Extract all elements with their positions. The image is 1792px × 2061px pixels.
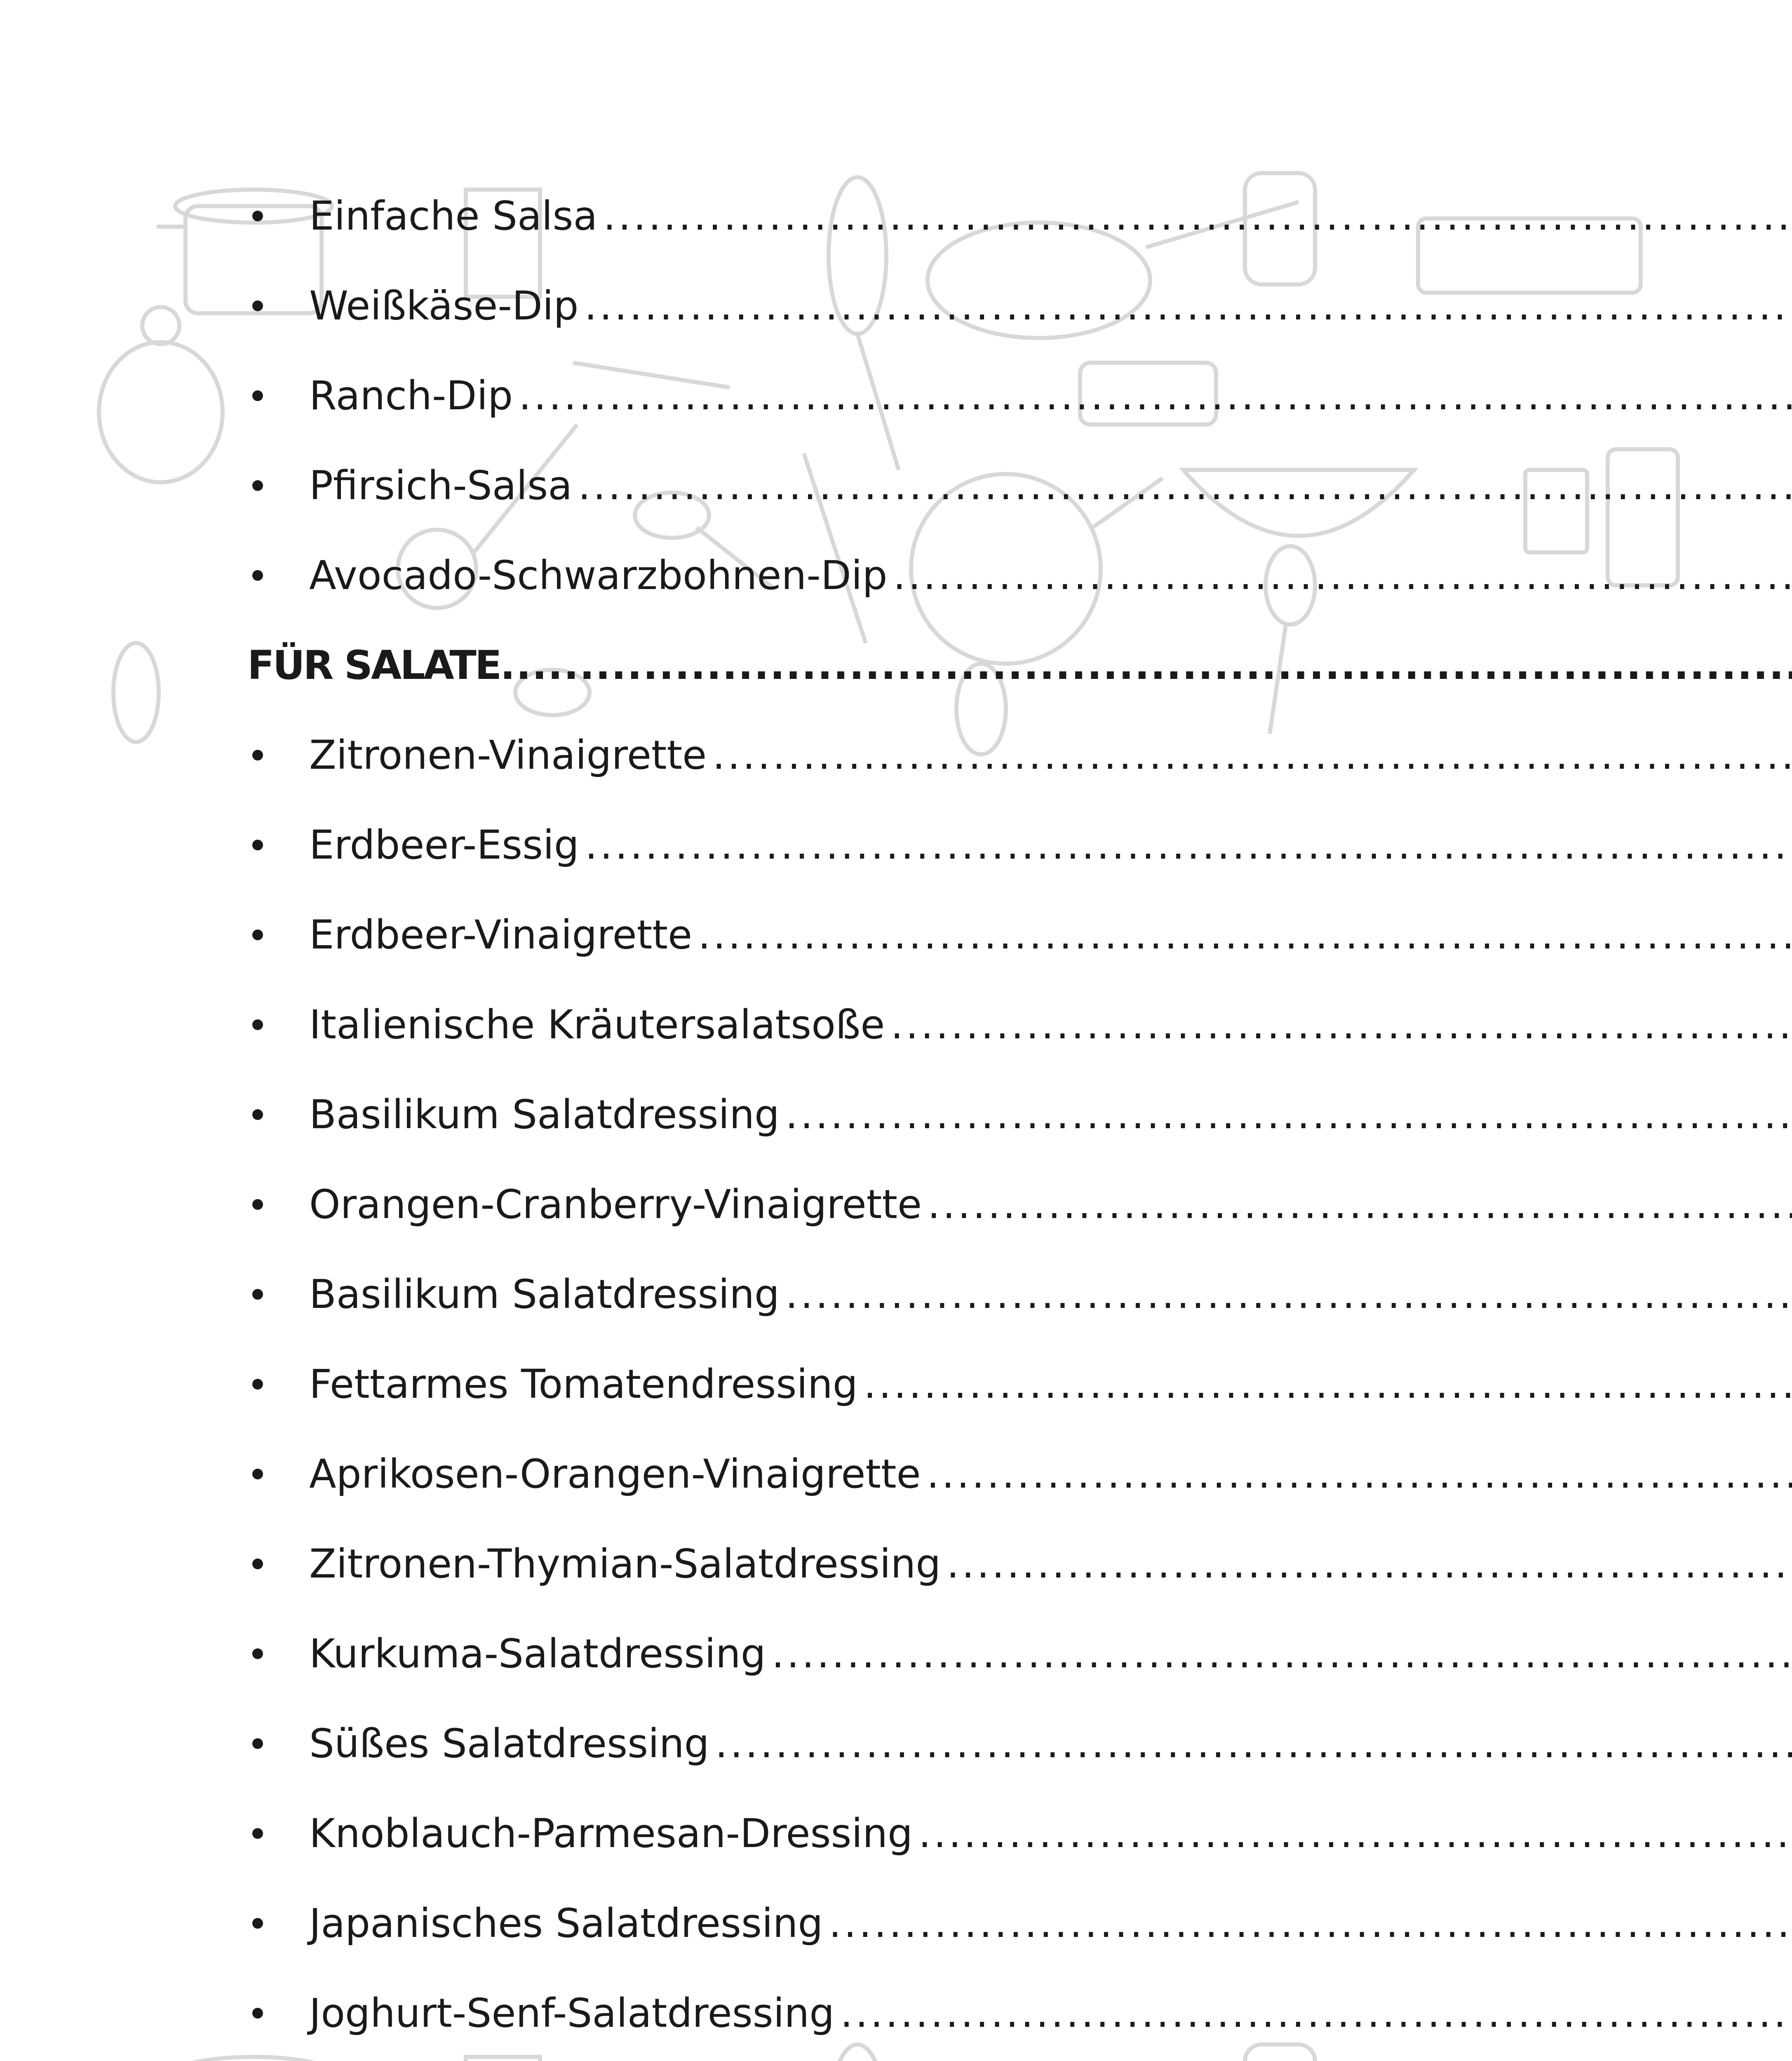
bullet-icon (247, 211, 309, 221)
dot-leader (893, 556, 1792, 595)
bullet-icon (247, 1648, 309, 1659)
bullet-icon (247, 1109, 309, 1120)
bullet-icon (247, 1469, 309, 1479)
bullet-icon (247, 1379, 309, 1390)
dot-leader (890, 1005, 1792, 1045)
toc-entry-line (309, 1900, 1792, 1946)
bullet-icon (247, 1199, 309, 1210)
toc-entry-label: Zitronen-Thymian-Salatdressing (309, 1541, 941, 1587)
dot-leader (918, 1814, 1792, 1853)
toc-entry-line (309, 1631, 1792, 1677)
toc-entry-line (309, 1361, 1792, 1407)
toc-entry-label: FÜR SALATE (247, 642, 500, 688)
toc-entry-label: Italienische Kräutersalatsoße (309, 1002, 885, 1048)
toc-entry-label: Süßes Salatdressing (309, 1721, 709, 1767)
toc-entry[interactable] (247, 171, 1587, 261)
toc-entry-label: Aprikosen-Orangen-Vinaigrette (309, 1451, 921, 1497)
bullet-icon (247, 300, 309, 311)
toc-entry[interactable] (247, 1609, 1587, 1699)
toc-section-heading[interactable] (247, 2058, 1587, 2061)
toc-entry-label: Kurkuma-Salatdressing (309, 1631, 766, 1677)
dot-leader (928, 1185, 1792, 1224)
bullet-icon (247, 570, 309, 581)
dot-leader (715, 1724, 1792, 1763)
bullet-icon (247, 1918, 309, 1929)
bullet-icon (247, 480, 309, 491)
toc-entry[interactable] (247, 1429, 1587, 1519)
toc-entry[interactable] (247, 1160, 1587, 1249)
bullet-icon (247, 1738, 309, 1749)
toc-entry[interactable] (247, 351, 1587, 441)
toc-entry-line (309, 822, 1792, 868)
toc-entry[interactable] (247, 1249, 1587, 1339)
dot-leader (927, 1454, 1792, 1494)
toc-entry-line (309, 462, 1792, 509)
dot-leader (585, 825, 1792, 865)
toc-entry-line (309, 552, 1792, 599)
bullet-icon (247, 930, 309, 940)
toc-entry-label: Einfache Salsa (309, 193, 598, 239)
table-of-contents (247, 171, 1587, 2061)
toc-entry-label: Zitronen-Vinaigrette (309, 732, 707, 778)
toc-entry-label: Fettarmes Tomatendressing (309, 1361, 858, 1407)
toc-entry-label: Avocado-Schwarzbohnen-Dip (309, 552, 888, 599)
toc-section-heading[interactable] (247, 620, 1587, 710)
dot-leader (578, 466, 1792, 505)
dot-leader (946, 1544, 1792, 1584)
dot-leader (519, 376, 1792, 415)
toc-entry-line (309, 1092, 1792, 1138)
dot-leader (712, 735, 1792, 775)
toc-entry-label: Ranch-Dip (309, 373, 513, 419)
toc-entry[interactable] (247, 531, 1587, 620)
toc-entry-line (309, 732, 1792, 778)
dot-leader (829, 1904, 1792, 1943)
toc-entry-line (309, 193, 1792, 239)
bullet-icon (247, 1828, 309, 1839)
toc-entry[interactable] (247, 1339, 1587, 1429)
bullet-icon (247, 750, 309, 761)
toc-entry-line (309, 1451, 1792, 1497)
toc-entry-label: Erdbeer-Vinaigrette (309, 912, 693, 958)
dot-leader (603, 196, 1792, 236)
toc-entry-label: Basilikum Salatdressing (309, 1271, 780, 1317)
toc-entry-line (309, 912, 1792, 958)
dot-leader (500, 646, 1792, 685)
dot-leader (785, 1275, 1792, 1314)
dot-leader (584, 286, 1792, 326)
toc-entry[interactable] (247, 1968, 1587, 2058)
bullet-icon (247, 2008, 309, 2019)
toc-entry[interactable] (247, 710, 1587, 800)
toc-entry[interactable] (247, 1878, 1587, 1968)
toc-entry-label: Weißkäse-Dip (309, 283, 579, 329)
toc-entry-line (309, 1810, 1792, 1857)
toc-entry[interactable] (247, 980, 1587, 1070)
toc-entry-label: Japanisches Salatdressing (309, 1900, 823, 1946)
toc-entry[interactable] (247, 800, 1587, 890)
toc-entry[interactable] (247, 261, 1587, 351)
toc-entry-line (309, 1181, 1792, 1228)
toc-entry-label: Pfirsich-Salsa (309, 462, 573, 509)
dot-leader (840, 1993, 1792, 2033)
bullet-icon (247, 1559, 309, 1569)
toc-entry-line (309, 1002, 1792, 1048)
toc-entry-label: Basilikum Salatdressing (309, 1092, 780, 1138)
toc-entry-line (309, 1990, 1792, 2036)
toc-entry[interactable] (247, 890, 1587, 980)
dot-leader (698, 915, 1792, 955)
toc-entry[interactable] (247, 1519, 1587, 1609)
toc-entry[interactable] (247, 1699, 1587, 1789)
toc-entry-line (309, 1721, 1792, 1767)
bullet-icon (247, 390, 309, 401)
bullet-icon (247, 1019, 309, 1030)
toc-entry[interactable] (247, 1070, 1587, 1160)
toc-entry-line (309, 1271, 1792, 1317)
toc-entry-label: Joghurt-Senf-Salatdressing (309, 1990, 835, 2036)
toc-entry[interactable] (247, 1789, 1587, 1878)
toc-entry-line (309, 283, 1792, 329)
toc-entry-line (309, 1541, 1792, 1587)
dot-leader (864, 1364, 1792, 1404)
toc-entry-label: Orangen-Cranberry-Vinaigrette (309, 1181, 922, 1228)
toc-entry-label: Erdbeer-Essig (309, 822, 579, 868)
toc-entry-label: Knoblauch-Parmesan-Dressing (309, 1810, 913, 1857)
toc-entry-line (247, 642, 1792, 688)
bullet-icon (247, 840, 309, 850)
dot-leader (772, 1634, 1792, 1674)
dot-leader (785, 1095, 1792, 1134)
toc-entry-line (309, 373, 1792, 419)
bullet-icon (247, 1289, 309, 1300)
toc-entry[interactable] (247, 441, 1587, 531)
